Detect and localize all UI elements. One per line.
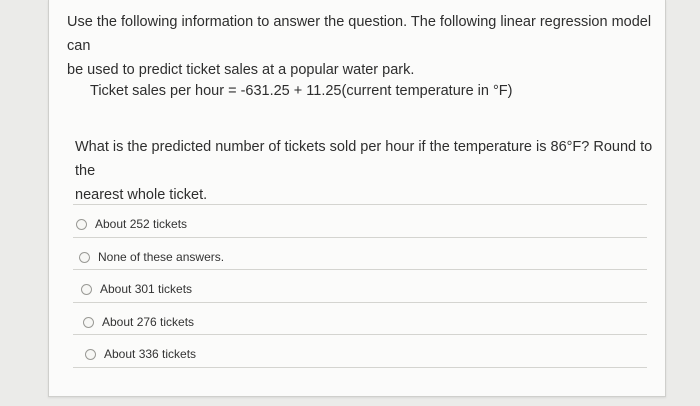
answer-option-label[interactable]: About 276 tickets bbox=[102, 314, 195, 329]
prompt-line-1: What is the predicted number of tickets sold per hour if the temperature is 86°F? Round to the bbox=[75, 139, 653, 179]
regression-formula: Ticket sales per hour = -631.25 + 11.25(current temperature in °F) bbox=[90, 83, 513, 99]
radio-button-icon[interactable] bbox=[76, 219, 87, 230]
answer-option-label[interactable]: About 301 tickets bbox=[100, 282, 193, 296]
radio-button-icon[interactable] bbox=[85, 349, 96, 360]
radio-button-icon[interactable] bbox=[79, 252, 90, 263]
question-card bbox=[48, 0, 666, 397]
answer-option-1[interactable] bbox=[73, 204, 647, 237]
radio-button-icon[interactable] bbox=[81, 284, 92, 295]
answer-option-5[interactable] bbox=[73, 334, 647, 368]
question-intro bbox=[67, 10, 657, 82]
question-prompt bbox=[75, 135, 655, 207]
answer-option-label[interactable]: None of these answers. bbox=[98, 249, 225, 264]
answer-option-4[interactable] bbox=[73, 302, 647, 335]
answer-option-3[interactable] bbox=[73, 269, 647, 302]
radio-button-icon[interactable] bbox=[83, 317, 94, 328]
prompt-line-2: nearest whole ticket. bbox=[75, 187, 208, 203]
answer-option-2[interactable] bbox=[73, 237, 647, 270]
intro-line-1: Use the following information to answer the question. The following linear regression model can bbox=[67, 14, 652, 54]
answer-option-label[interactable]: About 252 tickets bbox=[95, 217, 188, 231]
answer-option-label[interactable]: About 336 tickets bbox=[104, 347, 197, 361]
answer-options bbox=[73, 204, 647, 368]
intro-line-2: be used to predict ticket sales at a popular water park. bbox=[67, 62, 415, 78]
